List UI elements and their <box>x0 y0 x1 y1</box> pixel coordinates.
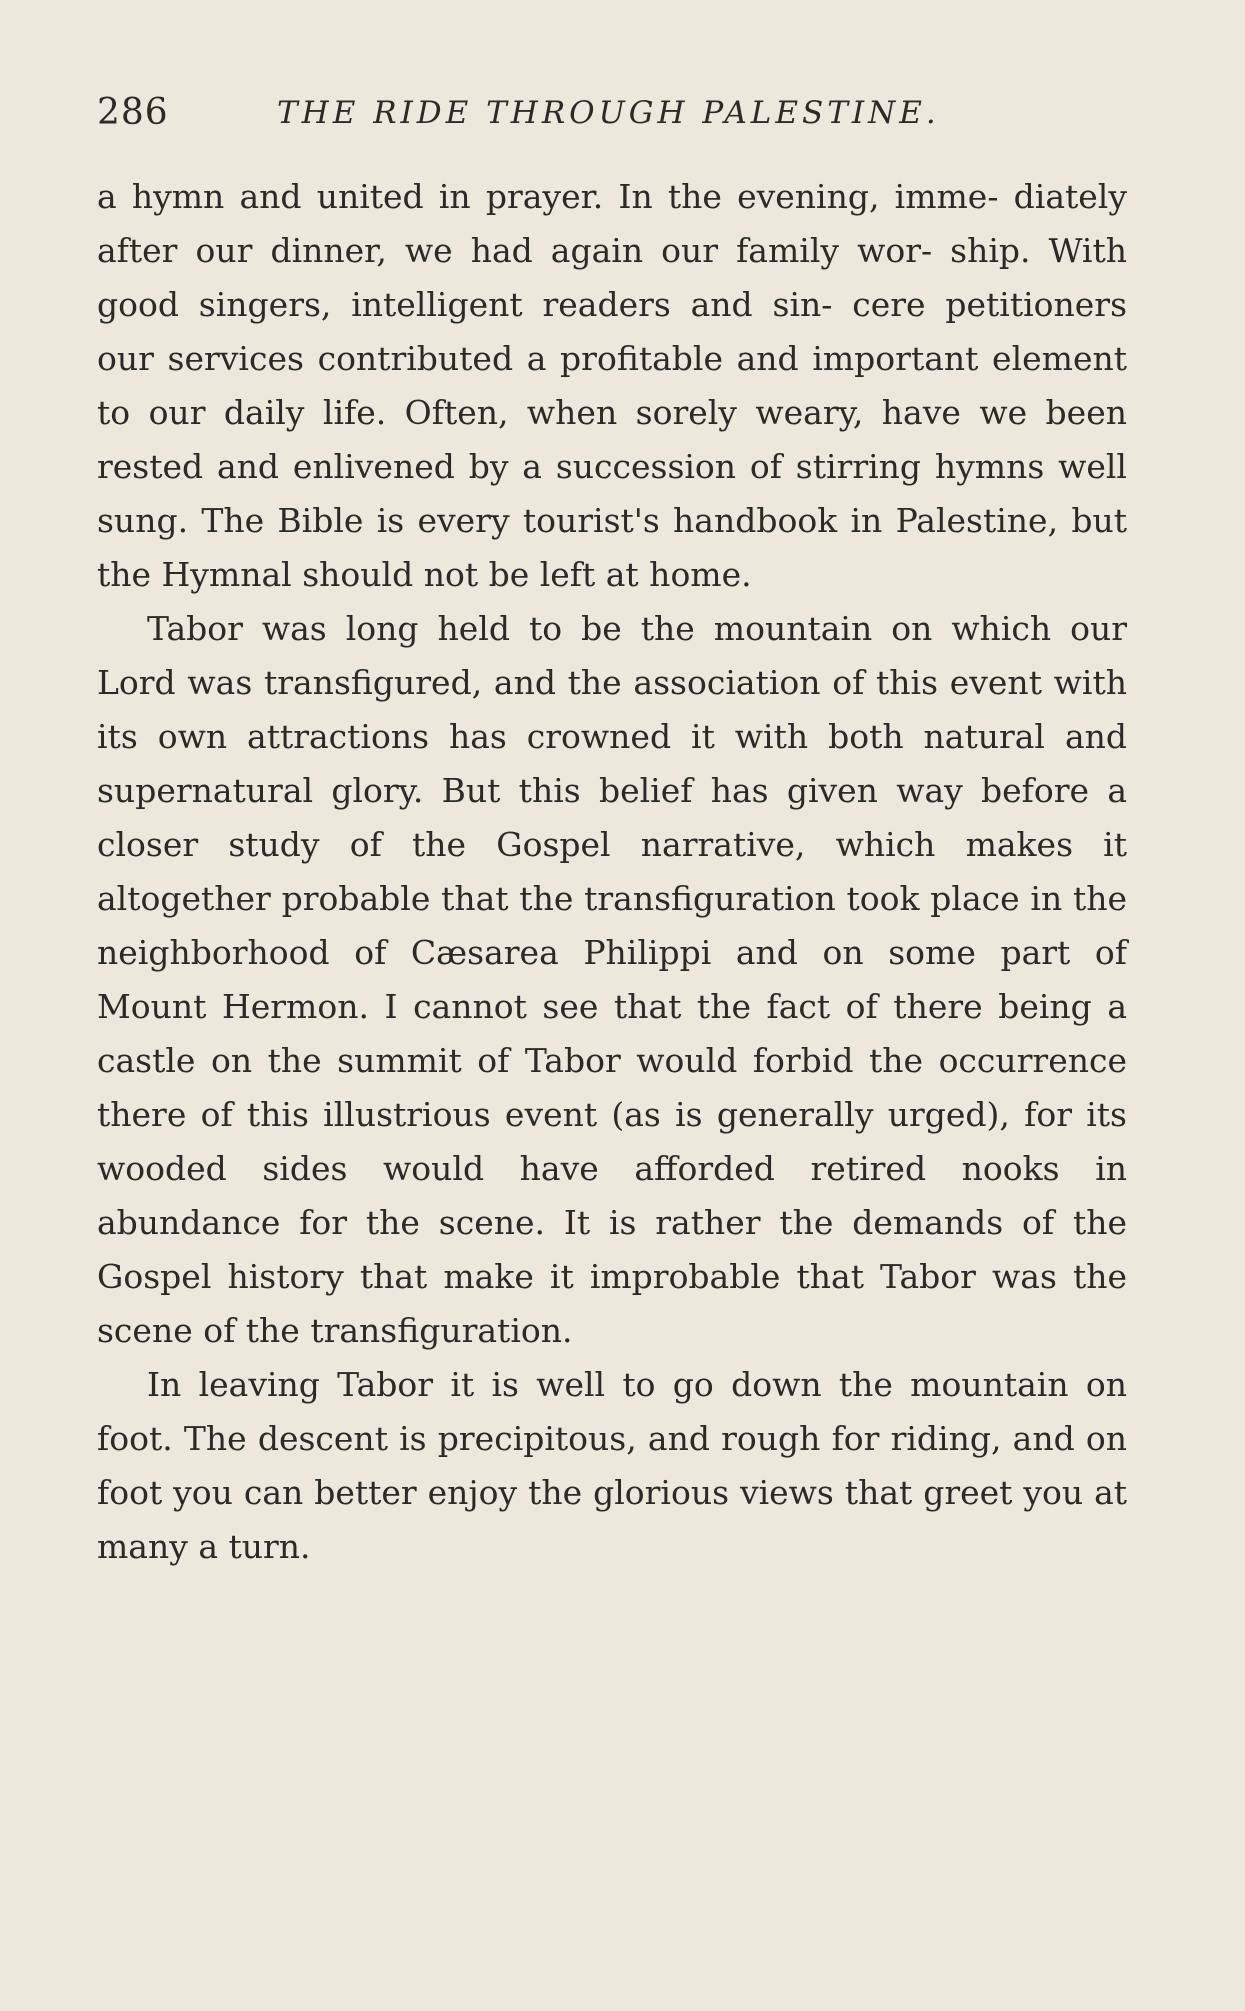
page-number: 286 <box>97 92 169 133</box>
paragraph-1: a hymn and united in prayer. In the evening, imme- diately after our dinner, we had again our family wor- ship. With good singers, intelligent readers and sin- cere petitioners our services contributed a profitable and important element to our daily life. Often, when sorely weary, have we been rested and enlivened by a succession of stirring hymns well sung. The Bible is every tourist's handbook in Palestine, but the Hymnal should not be left at home. <box>97 177 1127 594</box>
paragraph-2: Tabor was long held to be the mountain on which our Lord was transfigured, and the association of this event with its own attractions has crowned it with both natural and supernatural glory. But this belief has given way before a closer study of the Gospel narrative, which makes it altogether probable that the transfiguration took place in the neighborhood of Cæsarea Philippi and on some part of Mount Hermon. I cannot see that the fact of there being a castle on the summit of Tabor would forbid the occurrence there of this illustrious event (as is generally urged), for its wooded sides would have afforded retired nooks in abundance for the scene. It is rather the demands of the Gospel history that make it improbable that Tabor was the scene of the transfiguration. <box>97 609 1127 1350</box>
body-text <box>97 170 1127 1574</box>
page-header <box>97 88 1127 138</box>
paragraph-3: In leaving Tabor it is well to go down the mountain on foot. The descent is precipitous, and rough for riding, and on foot you can better enjoy the glorious views that greet you at many a turn. <box>97 1365 1127 1566</box>
running-head: THE RIDE THROUGH PALESTINE. <box>277 95 940 131</box>
